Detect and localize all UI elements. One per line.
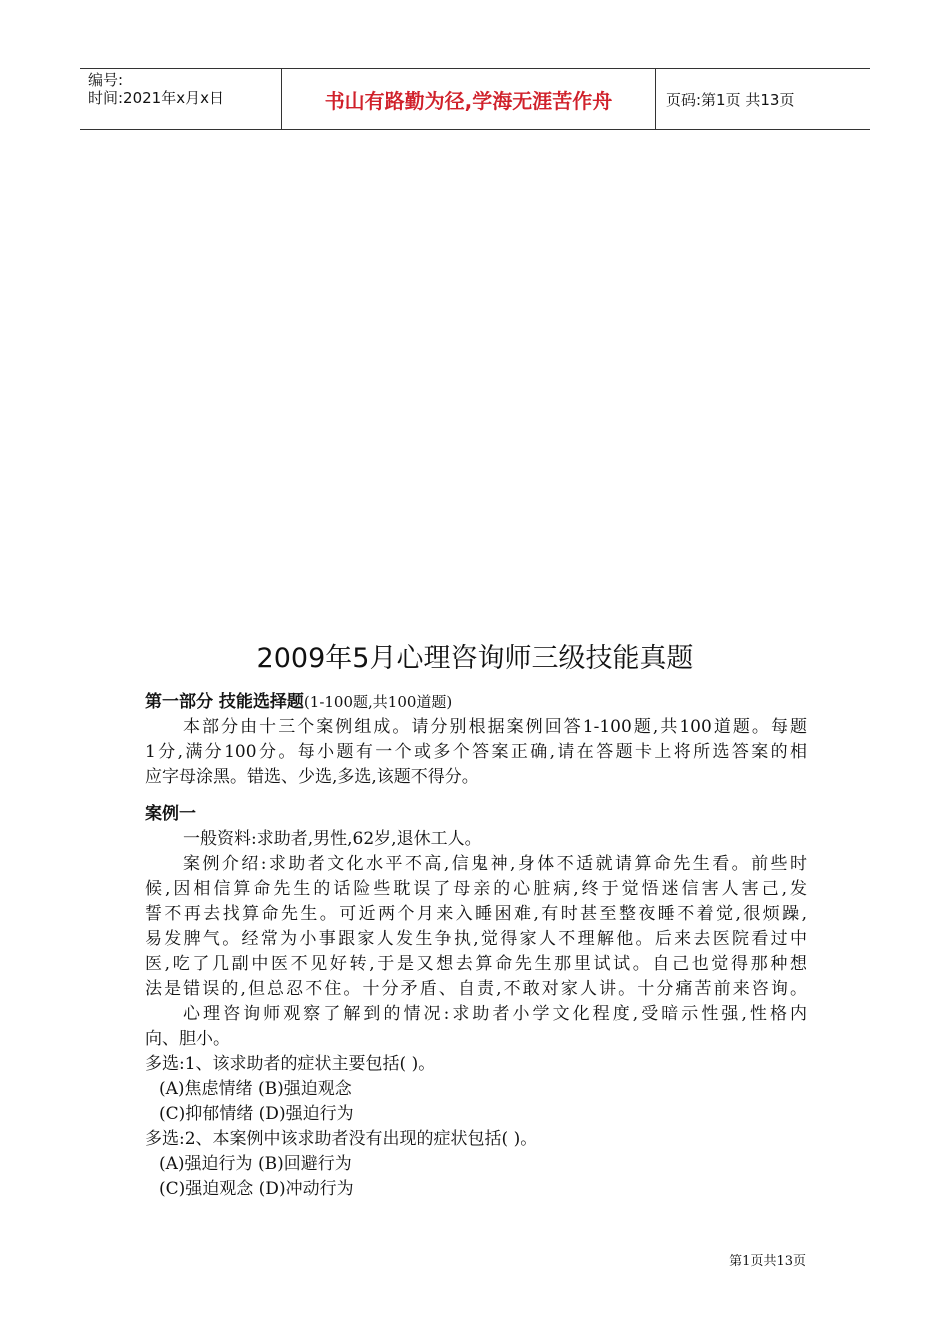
question-stem: 多选:2、本案例中该求助者没有出现的症状包括( )。: [145, 1129, 538, 1149]
question-options: (A)焦虑情绪 (B)强迫观念: [159, 1079, 352, 1099]
question-options: (C)抑郁情绪 (D)强迫行为: [159, 1104, 354, 1124]
part-range: (1-100题,共100道题): [303, 693, 453, 711]
case-intro-line: 医,吃了几副中医不见好转,于是又想去算命先生那里试试。自己也觉得那种想: [145, 954, 807, 974]
header-page-info: 页码:第1页 共13页: [666, 90, 795, 109]
page-header: [80, 68, 870, 130]
case-intro-line: 易发脾气。经常为小事跟家人发生争执,觉得家人不理解他。后来去医院看过中: [145, 929, 807, 949]
case-intro-line: 法是错误的,但总忍不住。十分矛盾、自责,不敢对家人讲。十分痛苦前来咨询。: [145, 979, 807, 999]
question-options: (A)强迫行为 (B)回避行为: [159, 1154, 352, 1174]
question-stem: 多选:1、该求助者的症状主要包括( )。: [145, 1054, 436, 1074]
case-intro-line: 案例介绍:求助者文化水平不高,信鬼神,身体不适就请算命先生看。前些时: [183, 854, 807, 874]
part-heading-line: [145, 690, 807, 715]
question-options: (C)强迫观念 (D)冲动行为: [159, 1179, 354, 1199]
intro-line: 应字母涂黑。错选、少选,多选,该题不得分。: [145, 767, 479, 787]
part-heading: 第一部分 技能选择题: [145, 692, 304, 712]
document-title: 2009年5月心理咨询师三级技能真题: [256, 643, 694, 674]
case-observe-line: 心理咨询师观察了解到的情况:求助者小学文化程度,受暗示性强,性格内: [183, 1004, 807, 1024]
case-intro-line: 候,因相信算命先生的话险些耽误了母亲的心脏病,终于觉悟迷信害人害己,发: [145, 879, 807, 899]
page-footer: 第1页共13页: [729, 1254, 806, 1269]
intro-line: 1分,满分100分。每小题有一个或多个答案正确,请在答题卡上将所选答案的相: [145, 742, 807, 762]
intro-line: 本部分由十三个案例组成。请分别根据案例回答1-100题,共100道题。每题: [183, 717, 807, 737]
case-general-info: 一般资料:求助者,男性,62岁,退休工人。: [183, 829, 482, 849]
case-observe-line: 向、胆小。: [145, 1029, 230, 1049]
header-motto: 书山有路勤为径,学海无涯苦作舟: [282, 69, 656, 129]
document-body: [145, 690, 807, 1202]
header-meta: [80, 69, 282, 129]
document-number-label: 编号:: [88, 71, 124, 89]
document-time-label: 时间:2021年x月x日: [88, 89, 224, 107]
case-title: 案例一: [145, 804, 196, 824]
case-intro-line: 誓不再去找算命先生。可近两个月来入睡困难,有时甚至整夜睡不着觉,很烦躁,: [145, 904, 807, 924]
